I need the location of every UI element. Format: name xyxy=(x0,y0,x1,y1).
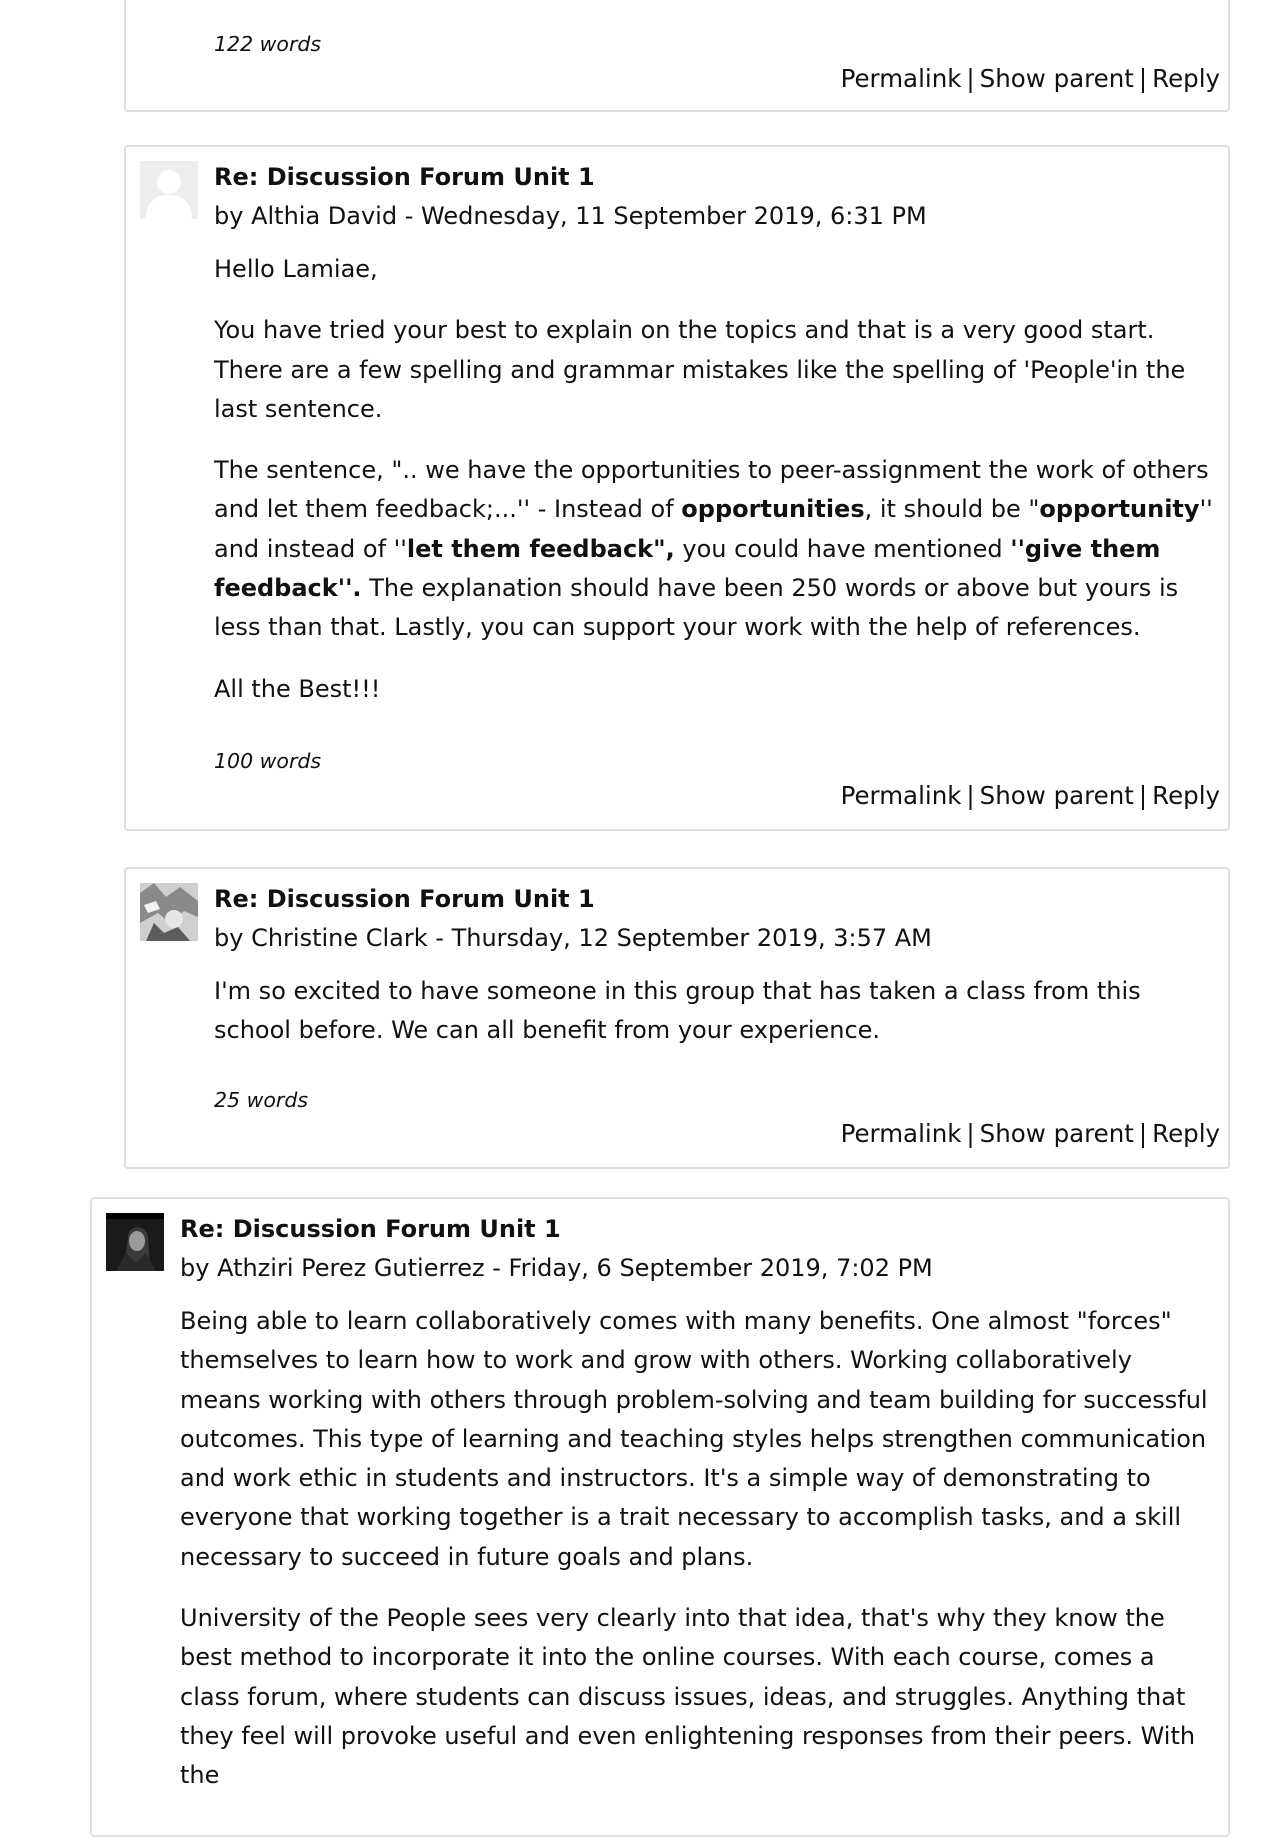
text: you could have mentioned xyxy=(674,534,1011,563)
permalink-link[interactable]: Permalink xyxy=(840,1119,962,1148)
post-content xyxy=(214,972,1214,1051)
post-subject: Re: Discussion Forum Unit 1 xyxy=(214,163,595,191)
user-photo-avatar[interactable] xyxy=(106,1213,164,1271)
post-commands xyxy=(841,62,1220,96)
show-parent-link[interactable]: Show parent xyxy=(979,1119,1134,1148)
forum-post xyxy=(90,1197,1230,1837)
post-commands xyxy=(841,779,1220,813)
post-paragraph: Hello Lamiae, xyxy=(214,255,378,283)
post-paragraph: All the Best!!! xyxy=(214,674,381,703)
command-separator: | xyxy=(966,64,975,93)
command-separator: | xyxy=(1138,64,1148,93)
forum-post-partial xyxy=(124,0,1230,112)
text: The sentence, ".. we have the opportunities to peer-assignment the work of others and let them feedback;...'' - Instead of xyxy=(214,456,1209,524)
post-byline: by Christine Clark - Thursday, 12 September 2019, 3:57 AM xyxy=(214,924,932,952)
command-separator: | xyxy=(1138,1119,1148,1148)
post-content xyxy=(180,1302,1214,1796)
bold-text: ''give them feedback''. xyxy=(214,534,1161,603)
post-subject: Re: Discussion Forum Unit 1 xyxy=(180,1215,561,1243)
post-commands xyxy=(841,1117,1220,1151)
command-separator: | xyxy=(1138,781,1148,810)
permalink-link[interactable]: Permalink xyxy=(840,781,962,810)
word-count: 25 words xyxy=(214,1088,309,1112)
reply-link[interactable]: Reply xyxy=(1152,781,1220,810)
default-user-avatar-icon[interactable] xyxy=(140,161,198,219)
user-photo-avatar[interactable] xyxy=(140,883,198,941)
post-subject: Re: Discussion Forum Unit 1 xyxy=(214,885,595,913)
text: '' and instead of '' xyxy=(214,495,1213,563)
post-paragraph: University of the People sees very clearly into that idea, that's why they know the best method to incorporate it into the online courses. With each course, comes a class forum, where students can discuss issues, ideas, and struggles. Anything that they feel will provoke useful and even enlightening responses from their peers. With the xyxy=(180,1604,1196,1790)
forum-post xyxy=(124,145,1230,831)
text: , it should be " xyxy=(864,495,1040,524)
post-content xyxy=(214,250,1214,709)
post-paragraph: Being able to learn collaboratively comes with many benefits. One almost "forces" themselves to learn how to work and grow with others. Working collaboratively means working with others through problem-solving and team building for successful outcomes. This type of learning and teaching styles helps strengthen communication and work ethic in students and instructors. It's a simple way of demonstrating to everyone that working together is a trait necessary to accomplish tasks, and a skill necessary to succeed in future goals and plans. xyxy=(180,1307,1208,1571)
command-separator: | xyxy=(966,1119,975,1148)
show-parent-link[interactable]: Show parent xyxy=(979,64,1134,93)
word-count: 122 words xyxy=(214,32,322,56)
permalink-link[interactable]: Permalink xyxy=(840,64,962,93)
reply-link[interactable]: Reply xyxy=(1152,64,1220,93)
post-byline: by Althia David - Wednesday, 11 September 2019, 6:31 PM xyxy=(214,202,927,230)
reply-link[interactable]: Reply xyxy=(1152,1119,1220,1148)
post-paragraph: I'm so excited to have someone in this group that has taken a class from this school before. We can all benefit from your experience. xyxy=(214,977,1141,1045)
word-count: 100 words xyxy=(214,749,322,773)
bold-text: opportunity xyxy=(1039,495,1200,524)
bold-text: let them feedback", xyxy=(406,534,675,563)
bold-text: opportunities xyxy=(681,495,865,524)
post-byline: by Athziri Perez Gutierrez - Friday, 6 September 2019, 7:02 PM xyxy=(180,1254,933,1282)
show-parent-link[interactable]: Show parent xyxy=(979,781,1134,810)
command-separator: | xyxy=(966,781,975,810)
post-paragraph xyxy=(214,451,1214,647)
post-paragraph: You have tried your best to explain on the topics and that is a very good start. There are a few spelling and grammar mistakes like the spelling of 'People'in the last sentence. xyxy=(214,316,1186,423)
forum-post xyxy=(124,867,1230,1169)
text: The explanation should have been 250 words or above but yours is less than that. Lastly, you can support your work with the help of references. xyxy=(214,574,1179,642)
